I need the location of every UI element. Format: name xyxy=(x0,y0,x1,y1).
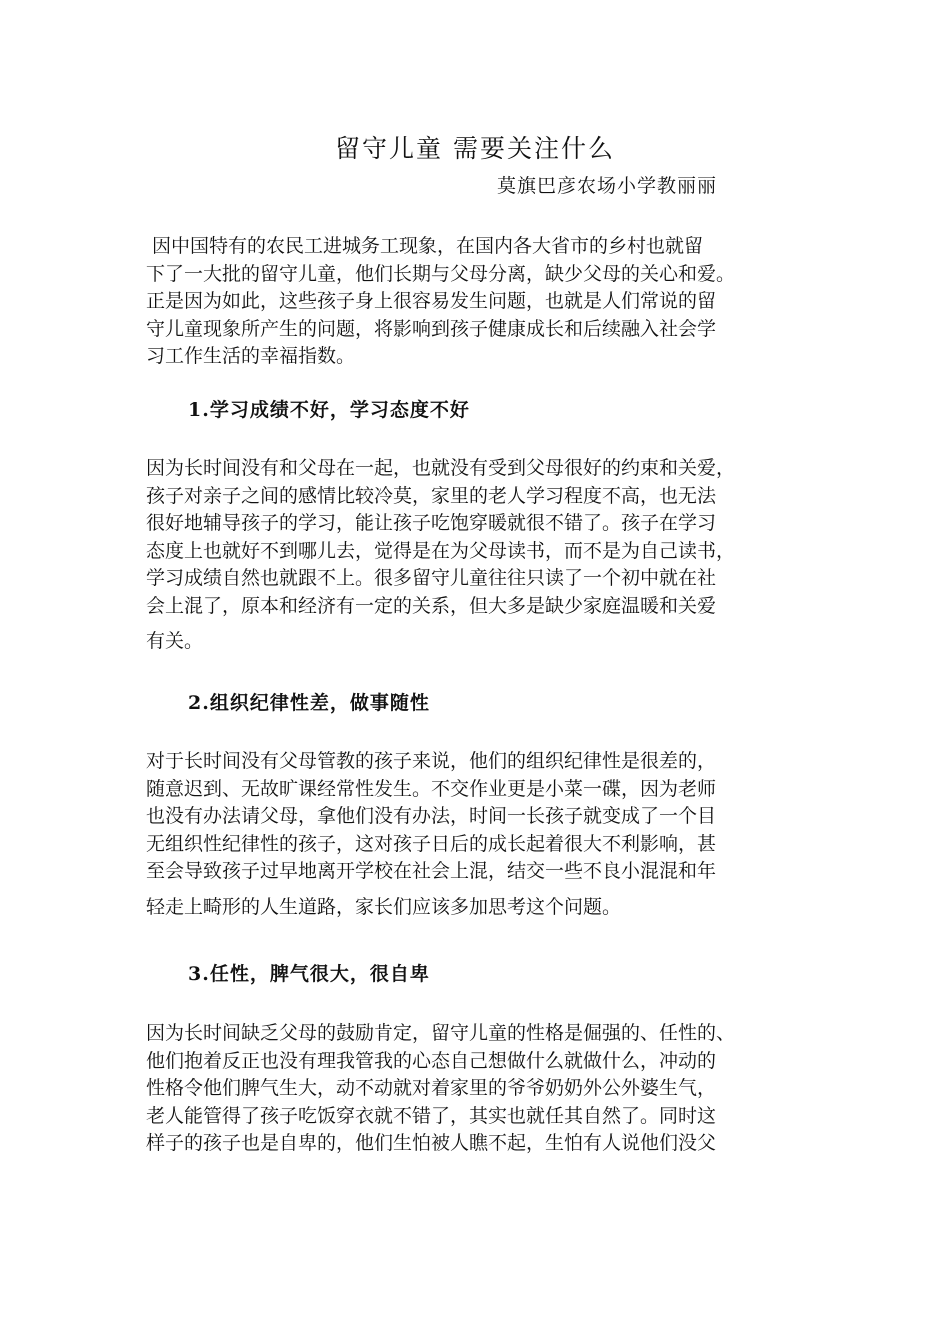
paragraph-line: 样子的孩子也是自卑的，他们生怕被人瞧不起，生怕有人说他们没父 xyxy=(146,1132,717,1154)
section-paragraph-1 xyxy=(146,455,814,656)
document-title: 留守儿童 需要关注什么 xyxy=(335,134,615,163)
paragraph-line: 因为长时间缺乏父母的鼓励肯定，留守儿童的性格是倔强的、任性的、 xyxy=(146,1022,736,1044)
paragraph-line: 因为长时间没有和父母在一起，也就没有受到父母很好的约束和关爱， xyxy=(146,457,736,479)
paragraph-line: 他们抱着反正也没有理我管我的心态自己想做什么就做什么，冲动的 xyxy=(146,1049,717,1072)
intro-paragraph xyxy=(146,233,814,371)
paragraph-line: 有关。 xyxy=(146,630,204,652)
section-paragraph-3 xyxy=(146,1020,814,1158)
paragraph-line: 下了一大批的留守儿童，他们长期与父母分离，缺少父母的关心和爱。 xyxy=(146,262,736,285)
paragraph-line: 随意迟到、无故旷课经常性发生。不交作业更是小菜一碟，因为老师 xyxy=(146,777,717,800)
paragraph-line: 性格令他们脾气生大，动不动就对着家里的爷爷奶奶外公外婆生气， xyxy=(146,1077,717,1099)
section-heading-1: 1.学习成绩不好，学习态度不好 xyxy=(188,399,470,421)
paragraph-line: 孩子对亲子之间的感情比较冷莫，家里的老人学习程度不高，也无法 xyxy=(146,484,717,507)
paragraph-line: 轻走上畸形的人生道路，家长们应该多加思考这个问题。 xyxy=(146,895,622,918)
paragraph-line: 会上混了，原本和经济有一定的关系，但大多是缺少家庭温暖和关爱 xyxy=(146,594,717,617)
paragraph-line: 学习成绩自然也就跟不上。很多留守儿童往往只读了一个初中就在社 xyxy=(146,567,717,589)
section-paragraph-2 xyxy=(146,748,814,921)
document-author: 莫旗巴彦农场小学教丽丽 xyxy=(497,175,718,197)
paragraph-line: 正是因为如此，这些孩子身上很容易发生问题，也就是人们常说的留 xyxy=(146,290,717,312)
section-heading-2: 2.组织纪律性差，做事随性 xyxy=(188,692,430,714)
paragraph-line: 老人能管得了孩子吃饭穿衣就不错了，其实也就任其自然了。同时这 xyxy=(146,1104,717,1127)
paragraph-line: 也没有办法请父母，拿他们没有办法，时间一长孩子就变成了一个目 xyxy=(146,805,717,827)
paragraph-line: 很好地辅导孩子的学习，能让孩子吃饱穿暖就很不错了。孩子在学习 xyxy=(146,512,717,534)
paragraph-line: 至会导致孩子过早地离开学校在社会上混，结交一些不良小混混和年 xyxy=(146,860,717,882)
paragraph-line: 对于长时间没有父母管教的孩子来说，他们的组织纪律性是很差的， xyxy=(146,750,717,772)
paragraph-line: 态度上也就好不到哪儿去，觉得是在为父母读书，而不是为自己读书， xyxy=(146,539,736,562)
section-heading-3: 3.任性，脾气很大，很自卑 xyxy=(188,963,430,985)
paragraph-line: 因中国特有的农民工进城务工现象，在国内各大省市的乡村也就留 xyxy=(146,235,704,257)
paragraph-line: 守儿童现象所产生的问题，将影响到孩子健康成长和后续融入社会学 xyxy=(146,317,717,340)
paragraph-line: 无组织性纪律性的孩子，这对孩子日后的成长起着很大不利影响，甚 xyxy=(146,832,717,855)
paragraph-line: 习工作生活的幸福指数。 xyxy=(146,345,356,367)
